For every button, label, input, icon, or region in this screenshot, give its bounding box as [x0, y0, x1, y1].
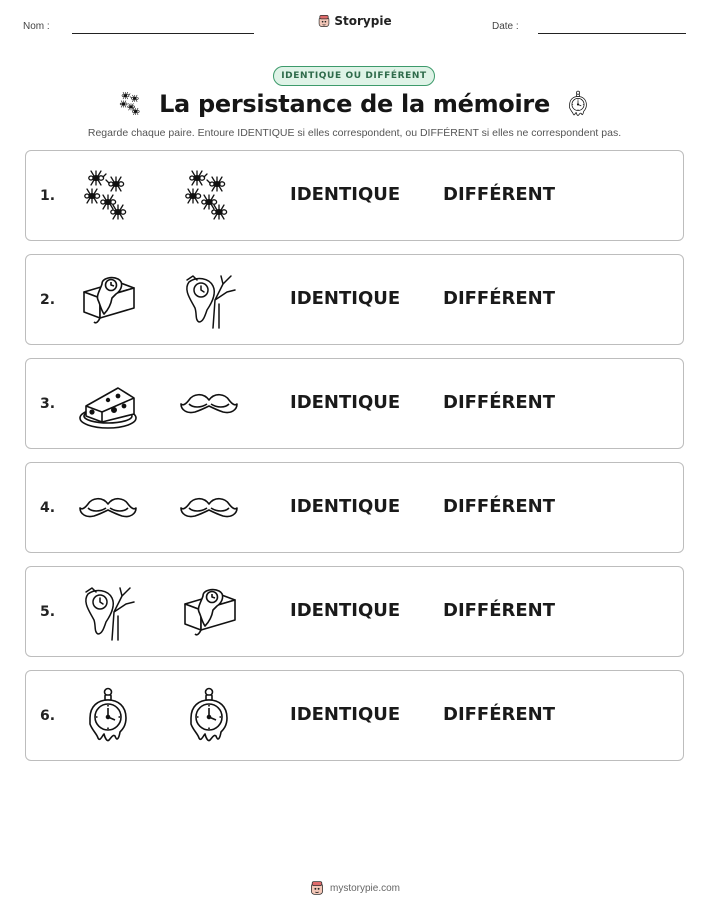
different-option[interactable]: DIFFÉRENT: [443, 392, 556, 413]
mustache-icon: [179, 478, 239, 538]
row-number: 2.: [40, 292, 56, 308]
storypie-logo-icon: [309, 880, 325, 896]
melting-pocket-watch-icon: [179, 686, 239, 746]
ants-icon: [117, 90, 145, 118]
exercise-row-4: [25, 462, 684, 553]
ants-icon: [78, 166, 138, 226]
mustache-icon: [78, 478, 138, 538]
melting-pocket-watch-icon: [564, 90, 592, 118]
melting-clock-tree-icon: [179, 270, 239, 330]
identique-option[interactable]: IDENTIQUE: [290, 600, 401, 621]
footer-url[interactable]: mystorypie.com: [329, 882, 400, 894]
instructions: Regarde chaque paire. Entoure IDENTIQUE si elles correspondent, ou DIFFÉRENT si elles ne correspondent pas.: [87, 127, 622, 139]
ants-icon: [179, 166, 239, 226]
date-line[interactable]: [538, 33, 686, 34]
footer: [0, 880, 709, 896]
exercise-row-1: [25, 150, 684, 241]
exercise-row-6: [25, 670, 684, 761]
brand: [0, 14, 709, 28]
identique-option[interactable]: IDENTIQUE: [290, 392, 401, 413]
row-number: 3.: [40, 396, 56, 412]
name-label: Nom :: [23, 21, 50, 32]
melting-clock-box-icon: [179, 582, 239, 642]
row-number: 6.: [40, 708, 56, 724]
exercise-row-5: [25, 566, 684, 657]
melting-clock-box-icon: [78, 270, 138, 330]
different-option[interactable]: DIFFÉRENT: [443, 704, 556, 725]
different-option[interactable]: DIFFÉRENT: [443, 600, 556, 621]
melting-clock-tree-icon: [78, 582, 138, 642]
name-line[interactable]: [72, 33, 254, 34]
identique-option[interactable]: IDENTIQUE: [290, 184, 401, 205]
title-row: [0, 90, 709, 118]
identique-option[interactable]: IDENTIQUE: [290, 288, 401, 309]
different-option[interactable]: DIFFÉRENT: [443, 288, 556, 309]
row-number: 4.: [40, 500, 56, 516]
melting-pocket-watch-icon: [78, 686, 138, 746]
worksheet-type-badge: IDENTIQUE OU DIFFÉRENT: [273, 66, 435, 86]
identique-option[interactable]: IDENTIQUE: [290, 496, 401, 517]
exercise-row-2: [25, 254, 684, 345]
page-title: La persistance de la mémoire: [159, 90, 550, 118]
different-option[interactable]: DIFFÉRENT: [443, 184, 556, 205]
different-option[interactable]: DIFFÉRENT: [443, 496, 556, 517]
storypie-logo-icon: [317, 14, 331, 28]
identique-option[interactable]: IDENTIQUE: [290, 704, 401, 725]
cheese-icon: [78, 374, 138, 434]
row-number: 5.: [40, 604, 56, 620]
date-label: Date :: [492, 21, 519, 32]
mustache-icon: [179, 374, 239, 434]
brand-name: Storypie: [334, 14, 392, 28]
exercise-row-3: [25, 358, 684, 449]
row-number: 1.: [40, 188, 56, 204]
